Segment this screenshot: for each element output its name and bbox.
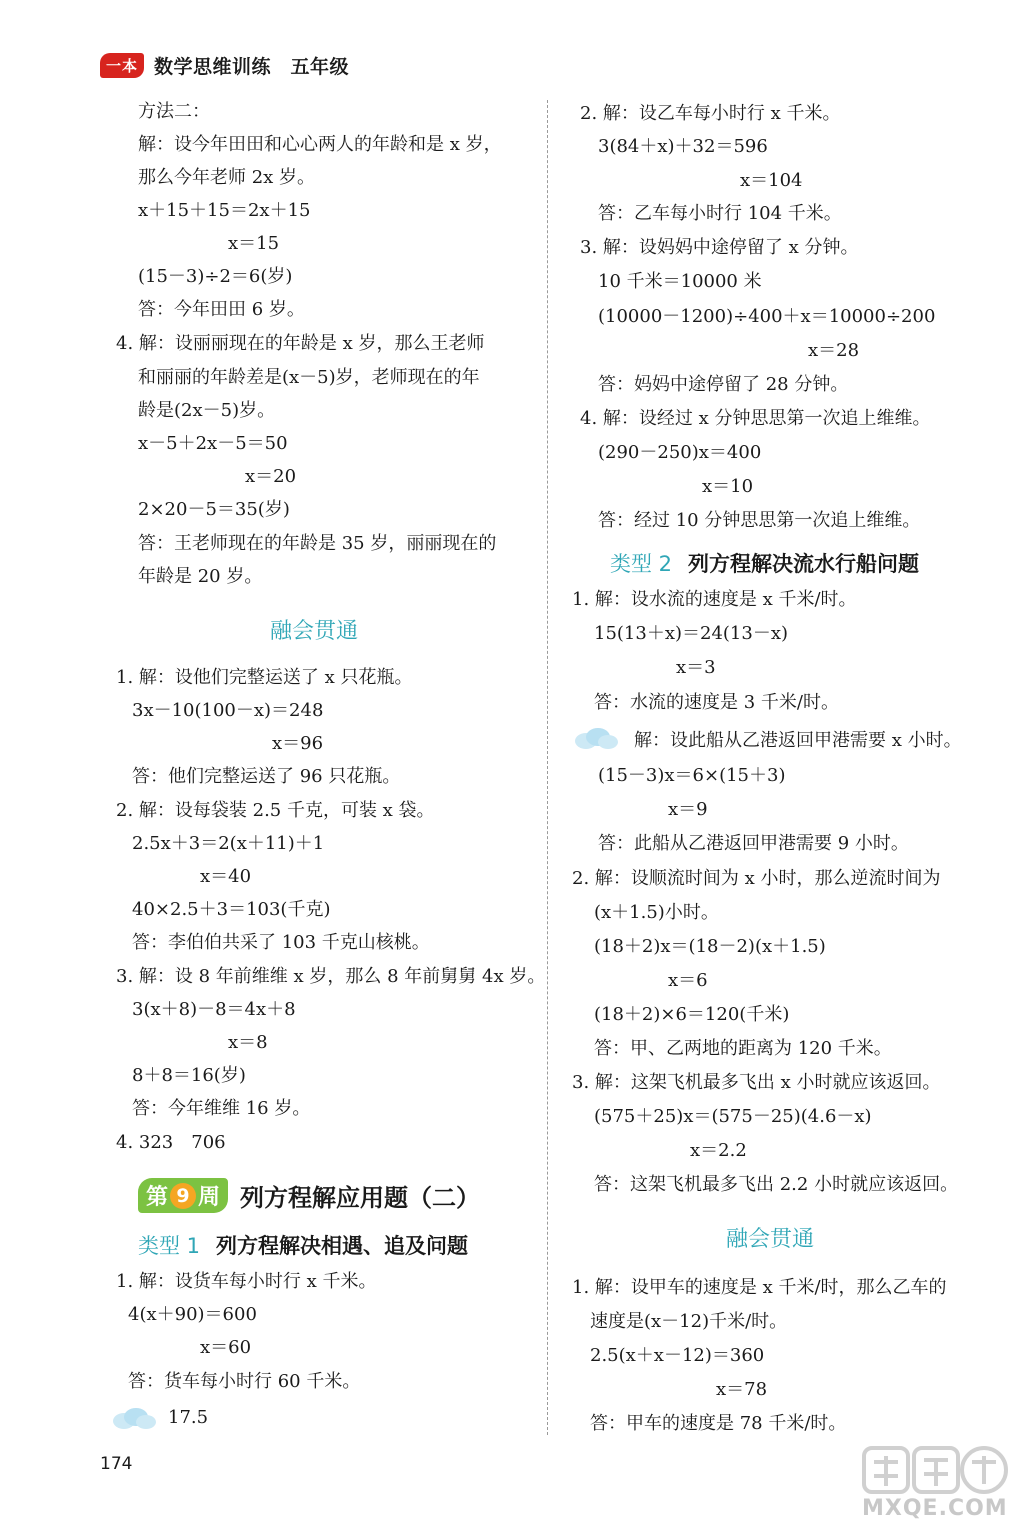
- answer-line: 答：这架飞机最多飞出 2.2 小时就应该返回。: [594, 1174, 959, 1195]
- equation-line: x＝20: [245, 466, 297, 487]
- equation-line: (15－3)÷2＝6(岁): [138, 266, 293, 287]
- equation-line: (575＋25)x＝(575－25)(4.6－x): [594, 1106, 872, 1127]
- equation-line: (18＋2)×6＝120(千米): [594, 1004, 790, 1025]
- equation-line: x＝40: [200, 866, 252, 887]
- answer-line: 答：甲、乙两地的距离为 120 千米。: [594, 1038, 892, 1059]
- equation-line: (10000－1200)÷400＋x＝10000÷200: [598, 306, 936, 327]
- text-line: 4. 解：设丽丽现在的年龄是 x 岁，那么王老师: [116, 333, 485, 354]
- answer-line: 答：此船从乙港返回甲港需要 9 小时。: [598, 833, 909, 854]
- week-number: 9: [170, 1183, 196, 1209]
- text-line: 解：设今年田田和心心两人的年龄和是 x 岁，: [138, 134, 502, 155]
- equation-line: x＝3: [676, 657, 716, 678]
- week-heading: [138, 1178, 480, 1213]
- equation-line: 2.5x＋3＝2(x＋11)＋1: [132, 833, 325, 854]
- brand-logo: 一本: [100, 53, 144, 78]
- equation-line: x＝6: [668, 970, 708, 991]
- book-title: 数学思维训练 五年级: [154, 55, 350, 78]
- answer-line: 答：乙车每小时行 104 千米。: [598, 203, 842, 224]
- text-line: 1. 解：设他们完整运送了 x 只花瓶。: [116, 667, 413, 688]
- text-line: 1. 解：设甲车的速度是 x 千米/时，那么乙车的: [572, 1277, 947, 1298]
- text-line: 4. 323 706: [116, 1132, 226, 1153]
- equation-line: x＝104: [740, 170, 803, 191]
- text-line: 3. 解：这架飞机最多飞出 x 小时就应该返回。: [572, 1072, 941, 1093]
- column-divider: [547, 100, 548, 1435]
- text-line: 那么今年老师 2x 岁。: [138, 167, 316, 188]
- equation-line: x＝28: [808, 340, 860, 361]
- week-suffix: 周: [198, 1185, 221, 1210]
- equation-line: 2.5(x＋x－12)＝360: [590, 1345, 765, 1366]
- answer-line: 答：今年田田 6 岁。: [138, 299, 305, 320]
- type-heading: [610, 548, 919, 578]
- challenge-cloud-icon: [112, 1408, 156, 1430]
- equation-line: x＝15: [228, 233, 280, 254]
- equation-line: x＝78: [716, 1379, 768, 1400]
- equation-line: x＝60: [200, 1337, 252, 1358]
- type-tag: 类型 1: [138, 1234, 201, 1258]
- equation-line: (18＋2)x＝(18－2)(x＋1.5): [594, 936, 826, 957]
- answer-line: 答：甲车的速度是 78 千米/时。: [590, 1413, 847, 1434]
- equation-line: 8＋8＝16(岁): [132, 1065, 246, 1086]
- text-line: 2. 解：设顺流时间为 x 小时，那么逆流时间为: [572, 868, 941, 889]
- watermark-text: MXQE.COM: [862, 1496, 1008, 1521]
- answer-line: 答：他们完整运送了 96 只花瓶。: [132, 766, 401, 787]
- answer-line: 答：经过 10 分钟思思第一次追上维维。: [598, 510, 921, 531]
- week-title: 列方程解应用题（二）: [240, 1184, 481, 1212]
- page-number: 174: [100, 1454, 133, 1474]
- equation-line: 3(84＋x)＋32＝596: [598, 136, 768, 157]
- type-heading: [138, 1230, 468, 1260]
- equation-line: 15(13＋x)＝24(13－x): [594, 623, 789, 644]
- text-line: 速度是(x－12)千米/时。: [590, 1311, 788, 1332]
- type-tag: 类型 2: [610, 552, 673, 576]
- answer-line: 17.5: [168, 1407, 209, 1428]
- equation-line: (290－250)x＝400: [598, 442, 762, 463]
- equation-line: 4(x＋90)＝600: [128, 1304, 257, 1325]
- site-watermark: [860, 1442, 1020, 1526]
- section-title: 融会贯通: [270, 619, 359, 644]
- answer-line: 年龄是 20 岁。: [138, 566, 263, 587]
- equation-line: x＋15＋15＝2x＋15: [138, 200, 311, 221]
- page-header: [100, 50, 349, 80]
- equation-line: x＝96: [272, 733, 324, 754]
- text-line: 1. 解：设水流的速度是 x 千米/时。: [572, 589, 857, 610]
- answer-line: 答：妈妈中途停留了 28 分钟。: [598, 374, 849, 395]
- week-prefix: 第: [146, 1185, 169, 1210]
- answer-line: 答：今年维维 16 岁。: [132, 1098, 311, 1119]
- week-badge: [138, 1178, 228, 1213]
- text-line: 3. 解：设 8 年前维维 x 岁，那么 8 年前舅舅 4x 岁。: [116, 966, 546, 987]
- type-title: 列方程解决流水行船问题: [688, 552, 920, 576]
- equation-line: x－5＋2x－5＝50: [138, 433, 288, 454]
- text-line: 3. 解：设妈妈中途停留了 x 分钟。: [580, 237, 859, 258]
- answer-line: 答：水流的速度是 3 千米/时。: [594, 692, 839, 713]
- equation-line: 2×20－5＝35(岁): [138, 499, 290, 520]
- answer-line: 答：李伯伯共采了 103 千克山核桃。: [132, 932, 430, 953]
- text-line: 2. 解：设每袋装 2.5 千克，可装 x 袋。: [116, 800, 435, 821]
- type-title: 列方程解决相遇、追及问题: [216, 1234, 469, 1258]
- text-line: (x＋1.5)小时。: [594, 902, 719, 923]
- equation-line: 40×2.5＋3＝103(千克): [132, 899, 331, 920]
- text-line: 和丽丽的年龄差是(x－5)岁，老师现在的年: [138, 367, 480, 388]
- equation-line: 3x－10(100－x)＝248: [132, 700, 324, 721]
- answer-line: 答：货车每小时行 60 千米。: [128, 1371, 361, 1392]
- equation-line: x＝2.2: [690, 1140, 747, 1161]
- section-title: 融会贯通: [726, 1227, 815, 1252]
- text-line: 1. 解：设货车每小时行 x 千米。: [116, 1271, 377, 1292]
- equation-line: x＝10: [702, 476, 754, 497]
- watermark-logo-icon: [860, 1442, 1010, 1498]
- equation-line: x＝8: [228, 1032, 268, 1053]
- equation-line: 3(x＋8)－8＝4x＋8: [132, 999, 296, 1020]
- text-line: 龄是(2x－5)岁。: [138, 400, 276, 421]
- text-line: 解：设此船从乙港返回甲港需要 x 小时。: [634, 730, 962, 751]
- text-line: 4. 解：设经过 x 分钟思思第一次追上维维。: [580, 408, 931, 429]
- equation-line: (15－3)x＝6×(15＋3): [598, 765, 786, 786]
- text-line: 2. 解：设乙车每小时行 x 千米。: [580, 103, 841, 124]
- text-line: 方法二：: [138, 101, 210, 122]
- text-line: 10 千米＝10000 米: [598, 271, 762, 292]
- answer-line: 答：王老师现在的年龄是 35 岁，丽丽现在的: [138, 533, 497, 554]
- equation-line: x＝9: [668, 799, 708, 820]
- challenge-cloud-icon: [574, 728, 618, 750]
